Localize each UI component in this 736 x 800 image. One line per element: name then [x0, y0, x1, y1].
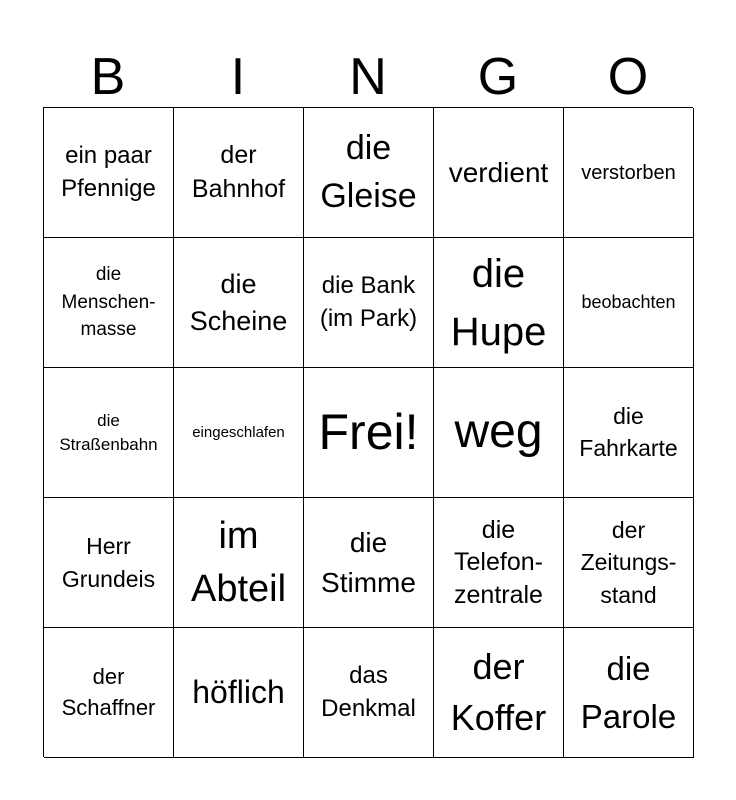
- bingo-cell[interactable]: die Scheine: [174, 238, 304, 368]
- bingo-cell[interactable]: die Hupe: [434, 238, 564, 368]
- header-letter-b: B: [90, 48, 126, 106]
- bingo-cell[interactable]: höflich: [174, 628, 304, 758]
- bingo-cell[interactable]: die Stimme: [304, 498, 434, 628]
- bingo-cell[interactable]: der Koffer: [434, 628, 564, 758]
- bingo-cell[interactable]: die Fahrkarte: [564, 368, 694, 498]
- bingo-cell[interactable]: der Schaffner: [44, 628, 174, 758]
- bingo-cell[interactable]: die Menschen- masse: [44, 238, 174, 368]
- bingo-cell[interactable]: die Parole: [564, 628, 694, 758]
- header-letter-o: O: [607, 48, 649, 106]
- bingo-cell[interactable]: beobachten: [564, 238, 694, 368]
- bingo-cell[interactable]: die Bank (im Park): [304, 238, 434, 368]
- bingo-cell[interactable]: der Bahnhof: [174, 108, 304, 238]
- bingo-cell[interactable]: die Straßenbahn: [44, 368, 174, 498]
- bingo-cell[interactable]: die Telefon- zentrale: [434, 498, 564, 628]
- bingo-cell[interactable]: eingeschlafen: [174, 368, 304, 498]
- bingo-header: [43, 46, 693, 108]
- bingo-cell[interactable]: Herr Grundeis: [44, 498, 174, 628]
- bingo-cell[interactable]: der Zeitungs- stand: [564, 498, 694, 628]
- header-letter-g: G: [477, 48, 519, 106]
- bingo-cell[interactable]: weg: [434, 368, 564, 498]
- free-space-cell[interactable]: Frei!: [304, 368, 434, 498]
- bingo-board: [43, 107, 693, 757]
- bingo-cell[interactable]: verdient: [434, 108, 564, 238]
- header-letter-i: I: [230, 48, 246, 106]
- bingo-cell[interactable]: verstorben: [564, 108, 694, 238]
- bingo-cell[interactable]: ein paar Pfennige: [44, 108, 174, 238]
- bingo-cell[interactable]: im Abteil: [174, 498, 304, 628]
- bingo-cell[interactable]: das Denkmal: [304, 628, 434, 758]
- bingo-cell[interactable]: die Gleise: [304, 108, 434, 238]
- header-letter-n: N: [349, 48, 387, 106]
